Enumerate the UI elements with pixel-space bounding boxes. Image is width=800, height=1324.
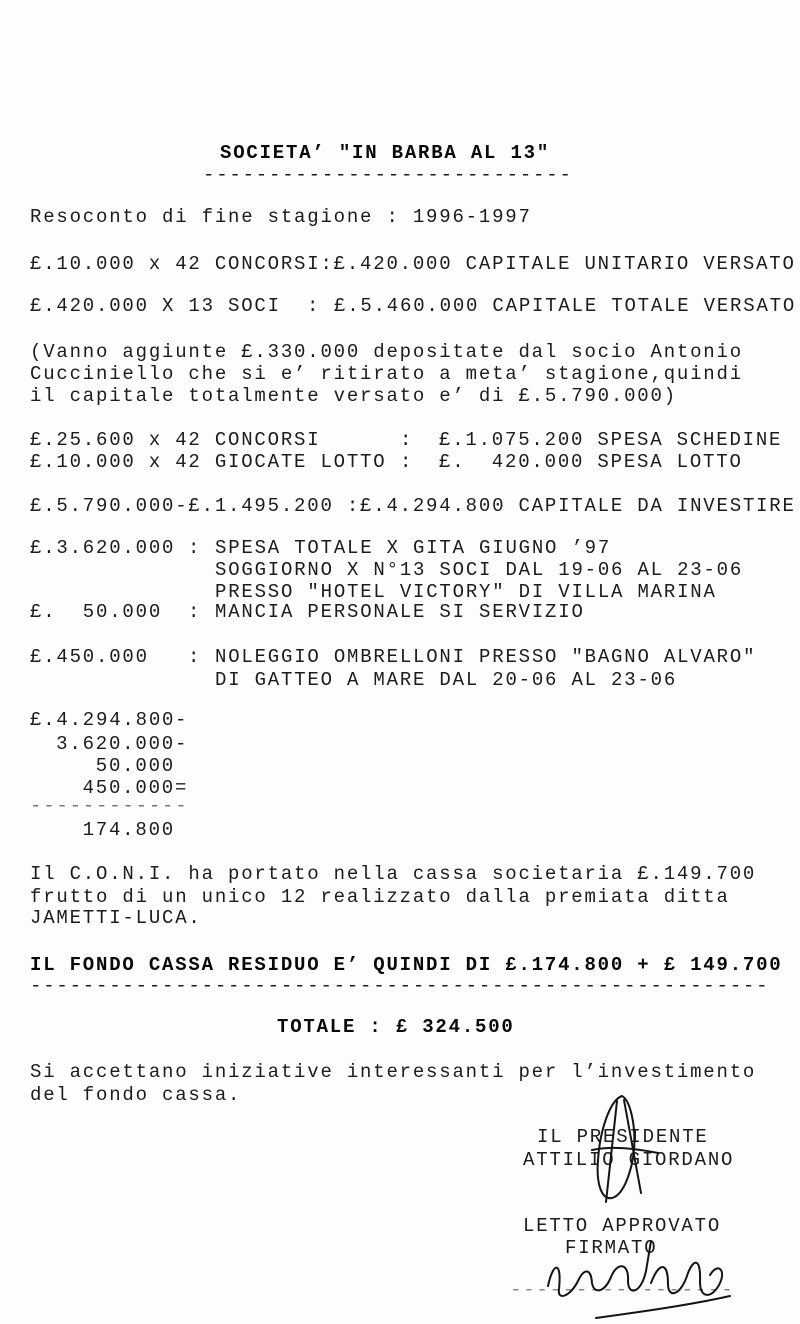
coni-line: Il C.O.N.I. ha portato nella cassa societaria £.149.700 (30, 863, 757, 885)
total-capital-label: £.420.000 X 13 SOCI (30, 295, 281, 317)
fund-statement: IL FONDO CASSA RESIDUO E’ QUINDI DI £.174.800 + £ 149.700 (30, 954, 783, 976)
fund-total: TOTALE : £ 324.500 (277, 1016, 515, 1038)
coni-line: frutto di un unico 12 realizzato dalla premiata ditta (30, 886, 730, 908)
expense-description: PRESSO "HOTEL VICTORY" DI VILLA MARINA (215, 581, 717, 603)
approval-signed: FIRMATO (565, 1237, 658, 1259)
cost-separator: : (400, 451, 414, 473)
cost-value-schedine: £.1.075.200 SPESA SCHEDINE (439, 429, 783, 451)
expense-description: SPESA TOTALE X GITA GIUGNO ’97 (215, 537, 612, 559)
total-capital-separator: : (307, 295, 321, 317)
signature-rule: ----------------- (510, 1279, 735, 1301)
unit-capital-line: £.10.000 x 42 CONCORSI:£.420.000 CAPITALE UNITARIO VERSATO (30, 253, 796, 275)
expense-amount-umbrellas: £.450.000 (30, 646, 149, 668)
cost-label-schedine: £.25.600 x 42 CONCORSI (30, 429, 321, 451)
total-capital-value: £.5.460.000 CAPITALE TOTALE VERSATO (334, 295, 797, 317)
coni-line: JAMETTI-LUCA. (30, 907, 202, 929)
note-line: (Vanno aggiunte £.330.000 depositate dal socio Antonio (30, 341, 743, 363)
expense-separator: : (188, 646, 202, 668)
title-underline: ---------------------------- (203, 164, 573, 186)
calc-rule: ------------ (30, 795, 189, 817)
calc-value: 50.000 (95, 755, 175, 777)
calc-result: 174.800 (82, 819, 175, 841)
expense-description: NOLEGGIO OMBRELLONI PRESSO "BAGNO ALVARO" (215, 646, 757, 668)
cost-label-lotto: £.10.000 x 42 GIOCATE LOTTO (30, 451, 387, 473)
document-title: SOCIETA’ "IN BARBA AL 13" (220, 142, 551, 164)
fund-rule: -------------------------------------------------------- (30, 975, 770, 997)
investable-capital-line: £.5.790.000-£.1.495.200 :£.4.294.800 CAPITALE DA INVESTIRE (30, 495, 796, 517)
calc-operator: - (175, 733, 189, 755)
expense-description: DI GATTEO A MARE DAL 20-06 AL 23-06 (215, 669, 678, 691)
closing-line: del fondo cassa. (30, 1084, 242, 1106)
expense-amount-tip: £. 50.000 (30, 601, 163, 623)
president-title: IL PRESIDENTE (537, 1126, 709, 1148)
president-name: ATTILIO GIORDANO (523, 1149, 735, 1171)
expense-amount-trip: £.3.620.000 (30, 537, 176, 559)
cost-separator: : (400, 429, 414, 451)
calc-operator: - (175, 709, 189, 731)
expense-description: SOGGIORNO X N°13 SOCI DAL 19-06 AL 23-06 (215, 559, 744, 581)
expense-separator: : (188, 537, 202, 559)
note-line: Cucciniello che si e’ ritirato a meta’ stagione,quindi (30, 363, 743, 385)
cost-value-lotto: £. 420.000 SPESA LOTTO (439, 451, 743, 473)
closing-line: Si accettano iniziative interessanti per l’investimento (30, 1061, 757, 1083)
calc-value: 3.620.000 (56, 733, 175, 755)
calc-value: £.4.294.800 (30, 709, 176, 731)
calc-operator: = (175, 777, 189, 799)
expense-separator: : (188, 601, 202, 623)
season-summary-heading: Resoconto di fine stagione : 1996-1997 (30, 206, 532, 228)
note-line: il capitale totalmente versato e’ di £.5.790.000) (30, 385, 677, 407)
calc-value: 450.000 (82, 777, 175, 799)
expense-description: MANCIA PERSONALE SI SERVIZIO (215, 601, 585, 623)
approval-line: LETTO APPROVATO (523, 1215, 722, 1237)
